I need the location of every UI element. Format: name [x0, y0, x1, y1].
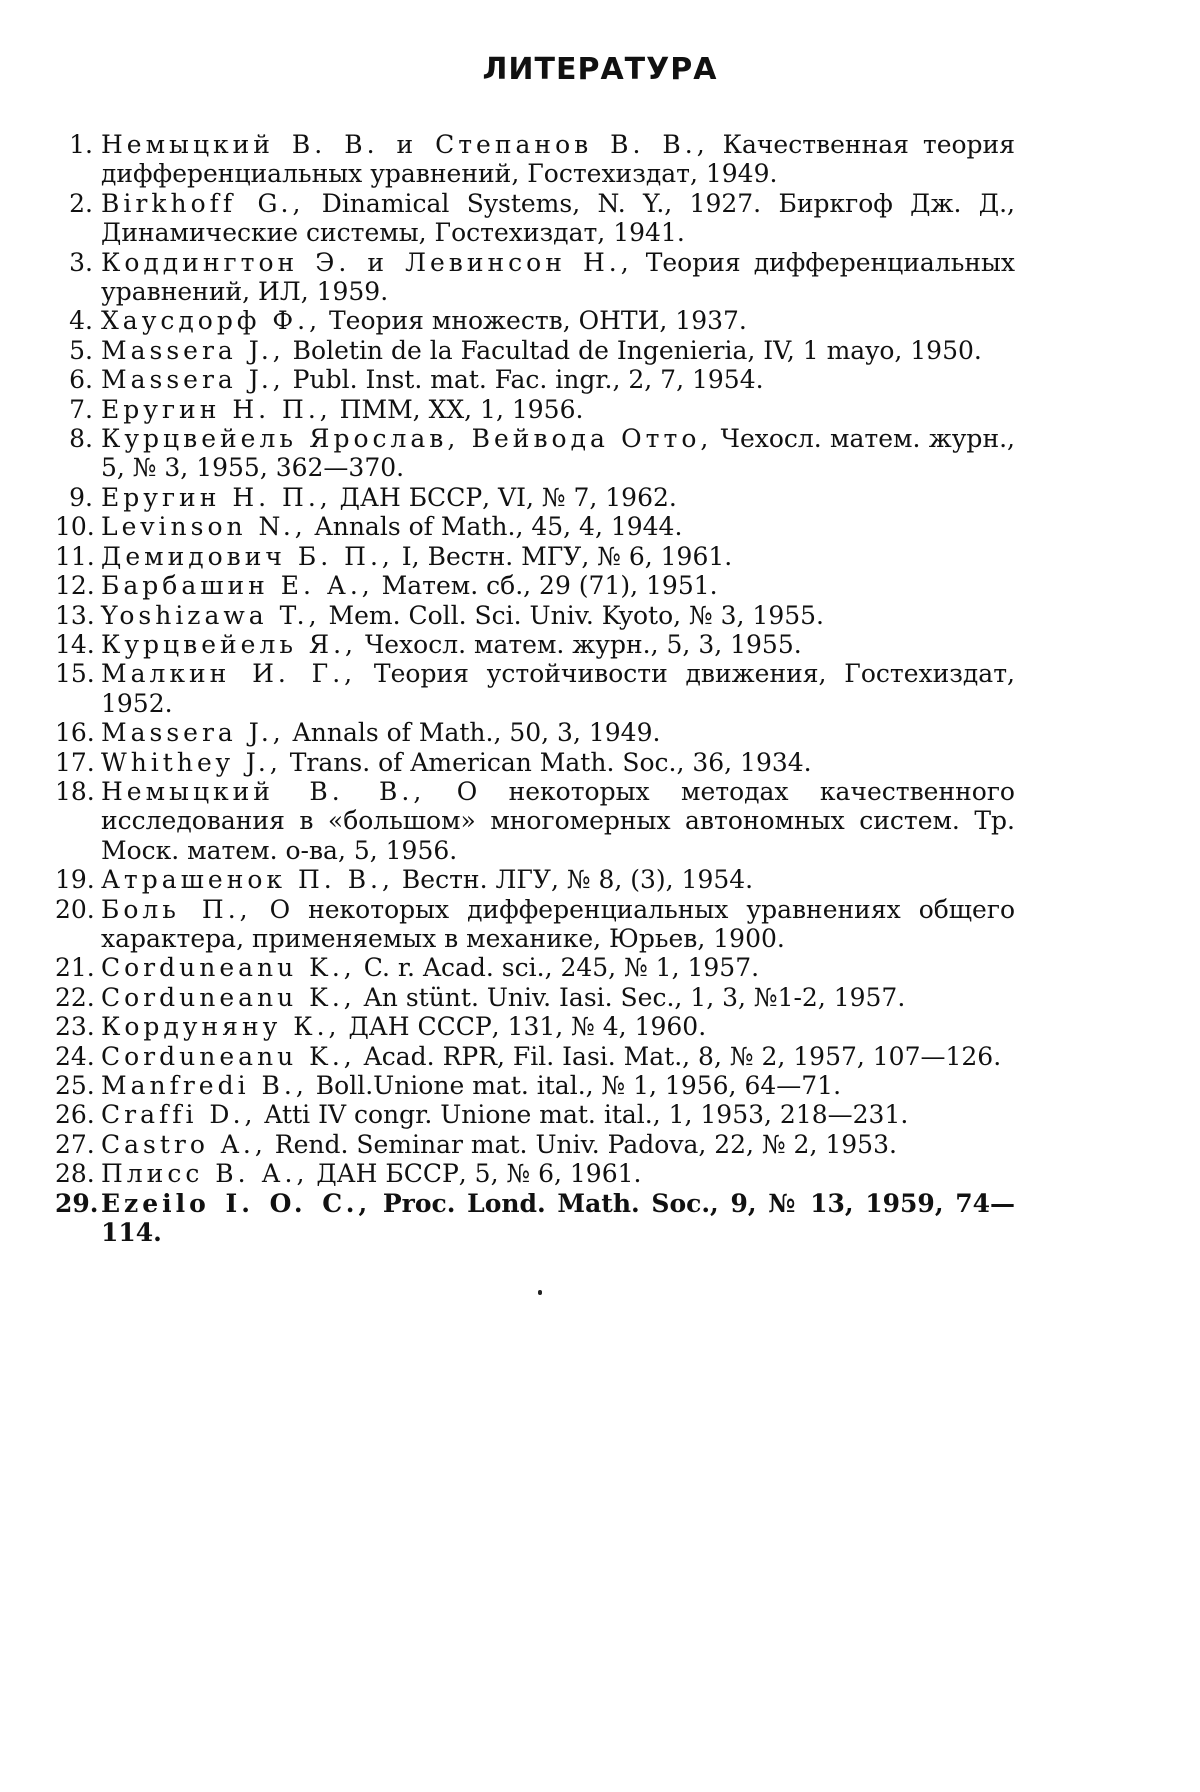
- reference-item: [55, 1042, 1015, 1071]
- reference-item: [55, 1130, 1015, 1159]
- reference-author: Ezeilo I. O. C.,: [101, 1188, 372, 1218]
- reference-author: Еругин Н. П.,: [101, 394, 332, 424]
- reference-number: 25.: [55, 1071, 95, 1100]
- reference-item: [55, 248, 1015, 307]
- reference-author: Yoshizawa T.,: [101, 600, 321, 630]
- reference-text: Чехосл. матем. журн., 5, 3, 1955.: [357, 629, 802, 659]
- reference-author: Боль П.,: [101, 894, 252, 924]
- reference-text: I, Вестн. МГУ, № 6, 1961.: [393, 541, 733, 571]
- reference-author: Massera J.,: [101, 718, 285, 748]
- reference-item: [55, 336, 1015, 365]
- reference-author: Corduneanu K.,: [101, 953, 356, 983]
- reference-text: Чехосл. матем. журн., 5, № 3, 1955, 362—370.: [101, 424, 1015, 483]
- reference-item: [55, 1100, 1015, 1129]
- reference-item: [55, 1071, 1015, 1100]
- reference-number: 17.: [55, 747, 95, 777]
- reference-item: [55, 306, 1015, 335]
- reference-text: Качественная теория дифференциальных уравнений, Гостехиздат, 1949.: [101, 130, 1015, 189]
- reference-text: Boll.Unione mat. ital., № 1, 1956, 64—71.: [307, 1071, 842, 1100]
- reference-number: 9.: [69, 482, 93, 512]
- reference-item: [55, 1159, 1015, 1188]
- reference-text: Acad. RPR, Fil. Iasi. Mat., 8, № 2, 1957, 107—126.: [355, 1041, 1002, 1071]
- reference-item: [55, 189, 1015, 248]
- reference-text: Dinamical Systems, N. Y., 1927. Биркгоф Дж. Д., Динамические системы, Гостехиздат, 1941.: [101, 188, 1015, 248]
- reference-number: 6.: [69, 365, 93, 395]
- page-title: ЛИТЕРАТУРА: [482, 52, 718, 87]
- reference-author: Курцвейель Я.,: [101, 629, 357, 659]
- reference-number: 18.: [55, 776, 95, 806]
- reference-item: [55, 659, 1015, 718]
- reference-author: Курцвейель Ярослав, Вейвода Отто,: [101, 424, 713, 454]
- reference-author: Whithey J.,: [101, 747, 282, 777]
- reference-author: Немыцкий В. В.,: [101, 776, 426, 806]
- reference-number: 24.: [55, 1041, 95, 1071]
- reference-number: 15.: [55, 659, 95, 689]
- reference-number: 27.: [55, 1129, 95, 1159]
- reference-author: Massera J.,: [101, 335, 285, 365]
- reference-number: 29.: [55, 1188, 99, 1218]
- reference-item: [55, 1012, 1015, 1041]
- reference-item: [55, 777, 1015, 865]
- reference-author: Craffi D.,: [101, 1100, 257, 1130]
- reference-number: 4.: [69, 306, 93, 336]
- reference-item: [55, 718, 1015, 747]
- reference-item: [55, 130, 1015, 189]
- reference-item: [55, 1189, 1015, 1248]
- reference-author: Manfredi B.,: [101, 1071, 308, 1100]
- reference-author: Levinson N.,: [101, 512, 307, 542]
- reference-text: ПММ, XX, 1, 1956.: [331, 394, 584, 424]
- reference-text: Boletin de la Facultad de Ingenieria, IV, 1 mayo, 1950.: [284, 335, 982, 365]
- reference-text: Теория множеств, ОНТИ, 1937.: [321, 306, 747, 336]
- reference-text: Теория устойчивости движения, Гостехиздат, 1952.: [101, 659, 1015, 718]
- reference-author: Corduneanu K.,: [101, 1041, 356, 1071]
- reference-author: Демидович Б. П.,: [101, 541, 394, 571]
- reference-item: [55, 953, 1015, 982]
- reference-text: An stünt. Univ. Iasi. Sec., 1, 3, №1-2, 1957.: [355, 982, 906, 1012]
- reference-number: 14.: [55, 629, 95, 659]
- reference-text: ДАН СССР, 131, № 4, 1960.: [340, 1012, 707, 1042]
- reference-author: Corduneanu K.,: [101, 982, 356, 1012]
- reference-text: ДАН БССР, VI, № 7, 1962.: [331, 482, 677, 512]
- reference-author: Хаусдорф Ф.,: [101, 306, 322, 336]
- reference-item: [55, 571, 1015, 600]
- reference-item: [55, 630, 1015, 659]
- reference-text: Trans. of American Math. Soc., 36, 1934.: [281, 747, 812, 777]
- reference-item: [55, 365, 1015, 394]
- reference-text: О некоторых методах качественного исследования в «большом» многомерных автономных систем. Тр. Моск. матем. о-ва, 5, 1956.: [101, 776, 1015, 865]
- reference-author: Massera J.,: [101, 365, 285, 395]
- reference-number: 2.: [69, 188, 93, 218]
- reference-number: 11.: [55, 541, 95, 571]
- reference-author: Castro A.,: [101, 1129, 267, 1159]
- reference-author: Атрашенок П. В.,: [101, 865, 394, 895]
- ink-speck: [538, 1290, 542, 1295]
- reference-text: C. r. Acad. sci., 245, № 1, 1957.: [355, 953, 760, 983]
- reference-author: Коддингтон Э. и Левинсон Н.,: [101, 247, 633, 277]
- reference-item: [55, 895, 1015, 954]
- reference-item: [55, 395, 1015, 424]
- reference-author: Birkhoff G.,: [101, 188, 305, 218]
- reference-item: [55, 483, 1015, 512]
- reference-item: [55, 865, 1015, 894]
- reference-author: Барбашин Е. А.,: [101, 571, 374, 601]
- reference-number: 26.: [55, 1100, 95, 1130]
- reference-number: 20.: [55, 894, 95, 924]
- reference-number: 7.: [69, 394, 93, 424]
- reference-number: 19.: [55, 865, 95, 895]
- reference-number: 1.: [69, 130, 93, 159]
- reference-text: Теория дифференциальных уравнений, ИЛ, 1959.: [101, 247, 1015, 307]
- reference-author: Плисс В. А.,: [101, 1159, 309, 1189]
- reference-number: 28.: [55, 1159, 95, 1189]
- reference-author: Кордуняну К.,: [101, 1012, 341, 1042]
- reference-text: Atti IV congr. Unione mat. ital., 1, 1953, 218—231.: [256, 1100, 909, 1130]
- reference-number: 22.: [55, 982, 95, 1012]
- reference-item: [55, 748, 1015, 777]
- reference-number: 13.: [55, 600, 95, 630]
- reference-text: Rend. Seminar mat. Univ. Padova, 22, № 2, 1953.: [266, 1129, 897, 1159]
- reference-text: Annals of Math., 50, 3, 1949.: [284, 718, 661, 748]
- reference-number: 21.: [55, 953, 95, 983]
- reference-number: 16.: [55, 718, 95, 748]
- reference-item: [55, 512, 1015, 541]
- reference-number: 5.: [69, 335, 93, 365]
- reference-author: Еругин Н. П.,: [101, 482, 332, 512]
- reference-text: Proc. Lond. Math. Soc., 9, № 13, 1959, 74—114.: [101, 1188, 1016, 1248]
- reference-item: [55, 601, 1015, 630]
- reference-number: 3.: [69, 247, 93, 277]
- reference-list: [55, 130, 1015, 1247]
- reference-text: О некоторых дифференциальных уравнениях общего характера, применяемых в механике, Юрьев, 1900.: [101, 894, 1015, 953]
- reference-text: Mem. Coll. Sci. Univ. Kyoto, № 3, 1955.: [320, 600, 824, 630]
- reference-item: [55, 983, 1015, 1012]
- reference-author: Немыцкий В. В. и Степанов В. В.,: [101, 130, 709, 159]
- reference-number: 23.: [55, 1012, 95, 1042]
- reference-author: Малкин И. Г.,: [101, 659, 357, 689]
- reference-text: Матем. сб., 29 (71), 1951.: [373, 571, 718, 601]
- reference-text: Publ. Inst. mat. Fac. ingr., 2, 7, 1954.: [284, 365, 764, 395]
- reference-text: ДАН БССР, 5, № 6, 1961.: [308, 1159, 642, 1189]
- reference-number: 8.: [69, 424, 93, 454]
- reference-number: 10.: [55, 512, 95, 542]
- reference-item: [55, 542, 1015, 571]
- reference-text: Annals of Math., 45, 4, 1944.: [306, 512, 683, 542]
- reference-text: Вестн. ЛГУ, № 8, (3), 1954.: [393, 865, 754, 895]
- reference-number: 12.: [55, 571, 95, 601]
- reference-item: [55, 424, 1015, 483]
